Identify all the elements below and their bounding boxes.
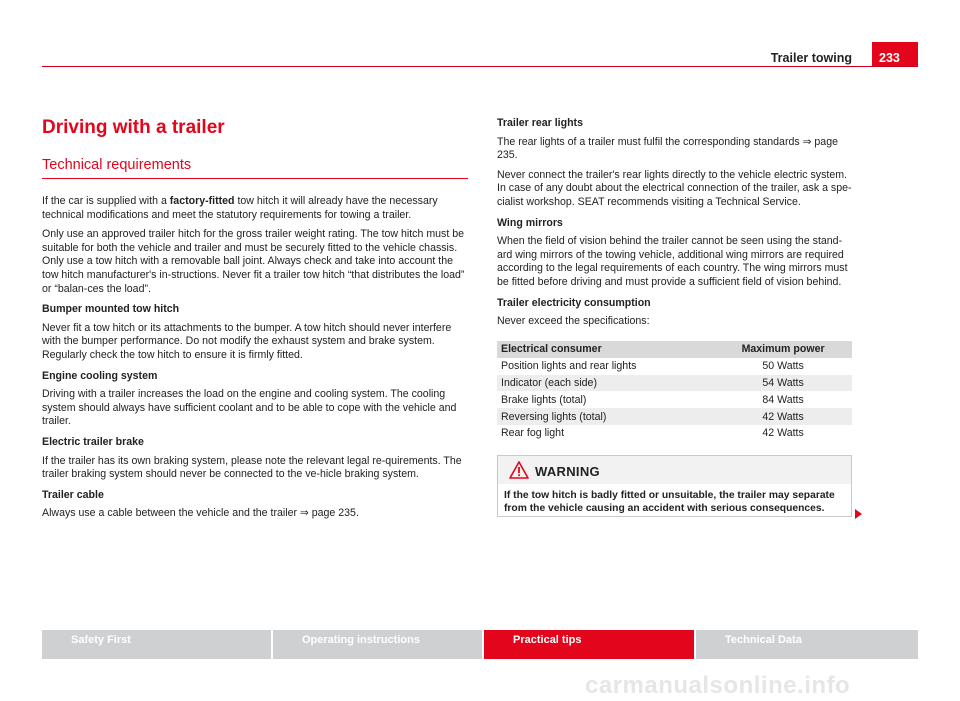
power-cell: 50 Watts — [714, 358, 852, 375]
column-header-consumer: Electrical consumer — [497, 341, 714, 358]
table-row — [497, 358, 852, 375]
table-header-row — [497, 341, 852, 358]
tab-practical-tips[interactable]: Practical tips — [484, 630, 694, 659]
consumer-cell: Brake lights (total) — [497, 391, 714, 408]
continue-arrow-icon — [855, 509, 862, 519]
paragraph-rear-lights-2: Never connect the trailer's rear lights directly to the vehicle electric system. In case of any doubt about the electrical connection of the trailer, ask a spe-cialist workshop. SEAT recommends visiting a Technical Service. — [497, 168, 852, 208]
chapter-heading: Driving with a trailer — [42, 117, 225, 138]
column-header-power: Maximum power — [714, 341, 852, 358]
right-column — [497, 117, 852, 442]
running-header-title: Trailer towing — [770, 51, 852, 65]
intro-paragraph — [42, 195, 468, 222]
tab-technical-data[interactable]: Technical Data — [696, 630, 918, 659]
hitch-paragraph: Only use an approved trailer hitch for the gross trailer weight rating. The tow hitch must be suitable for both the vehicle and trailer and must be securely fitted to the vehicle chassis. Only use a tow hitch with a removable ball joint. Always check and take into account the tow hitch manufacturer's in-structions. Never fit a trailer tow hitch “that distributes the load” or “balan-ces the load”. — [42, 228, 465, 295]
subheading-bumper: Bumper mounted tow hitch — [42, 303, 180, 316]
warning-title: WARNING — [535, 464, 600, 479]
warning-box — [497, 455, 852, 517]
power-cell: 42 Watts — [714, 408, 852, 425]
header-rule — [42, 66, 918, 67]
paragraph-wing-mirrors: When the field of vision behind the trailer cannot be seen using the stand-ard wing mirrors of the towing vehicle, additional wing mirrors are required according to the legal requirements of each country. The wing mirrors must be fitted before driving and must provide a sufficient field of vision behind. — [497, 235, 848, 288]
power-cell: 42 Watts — [714, 425, 852, 442]
power-cell: 54 Watts — [714, 375, 852, 392]
paragraph-engine-cooling: Driving with a trailer increases the load on the engine and cooling system. The cooling system should always have sufficient coolant and to be able to cope with the vehicle and trailer. — [42, 388, 457, 428]
table-row — [497, 408, 852, 425]
watermark: carmanualsonline.info — [585, 672, 851, 699]
paragraph-bumper: Never fit a tow hitch or its attachments to the bumper. A tow hitch should never interfere with the bumper performance. Do not modify the exhaust system and brake system. Regularly check the tow hitch to ensure it is firmly fitted. — [42, 321, 452, 361]
intro-text-post: tow hitch it will already have the necessary technical modifications and meet the statutory requirements for towing a trailer. — [42, 195, 438, 221]
warning-text: If the tow hitch is badly fitted or unsuitable, the trailer may separate from the vehicle causing an accident with serious consequences. — [504, 490, 835, 514]
intro-text-pre: If the car is supplied with a — [42, 195, 170, 207]
consumer-cell: Rear fog light — [497, 425, 714, 442]
table-row — [497, 391, 852, 408]
left-column — [42, 117, 468, 521]
paragraph-electricity: Never exceed the specifications: — [497, 315, 650, 328]
tab-operating-instructions[interactable]: Operating instructions — [273, 630, 482, 659]
page-number: 233 — [872, 42, 918, 67]
section-heading: Technical requirements — [42, 156, 468, 179]
paragraph-rear-lights-1: The rear lights of a trailer must fulfil the corresponding standards ⇒ page 235. — [497, 135, 838, 162]
table-row — [497, 425, 852, 442]
subheading-engine-cooling: Engine cooling system — [42, 369, 158, 382]
paragraph-trailer-brake: If the trailer has its own braking system, please note the relevant legal re-quirements. The trailer braking system should never be connected to the ve-hicle braking system. — [42, 454, 462, 481]
tab-safety-first[interactable]: Safety First — [42, 630, 271, 659]
consumer-cell: Position lights and rear lights — [497, 358, 714, 375]
subheading-electricity: Trailer electricity consumption — [497, 296, 651, 309]
subheading-rear-lights: Trailer rear lights — [497, 117, 583, 129]
intro-emphasis: factory-fitted — [169, 195, 235, 207]
warning-header — [498, 456, 851, 484]
table-row — [497, 375, 852, 392]
warning-triangle-icon — [509, 461, 529, 479]
footer-navigation — [42, 630, 918, 659]
subheading-trailer-cable: Trailer cable — [42, 488, 104, 501]
consumer-cell: Reversing lights (total) — [497, 408, 714, 425]
power-cell: 84 Watts — [714, 391, 852, 408]
subheading-wing-mirrors: Wing mirrors — [497, 216, 563, 229]
consumer-cell: Indicator (each side) — [497, 375, 714, 392]
power-spec-table — [497, 341, 852, 442]
paragraph-trailer-cable: Always use a cable between the vehicle and the trailer ⇒ page 235. — [42, 507, 359, 520]
subheading-trailer-brake: Electric trailer brake — [42, 435, 144, 448]
